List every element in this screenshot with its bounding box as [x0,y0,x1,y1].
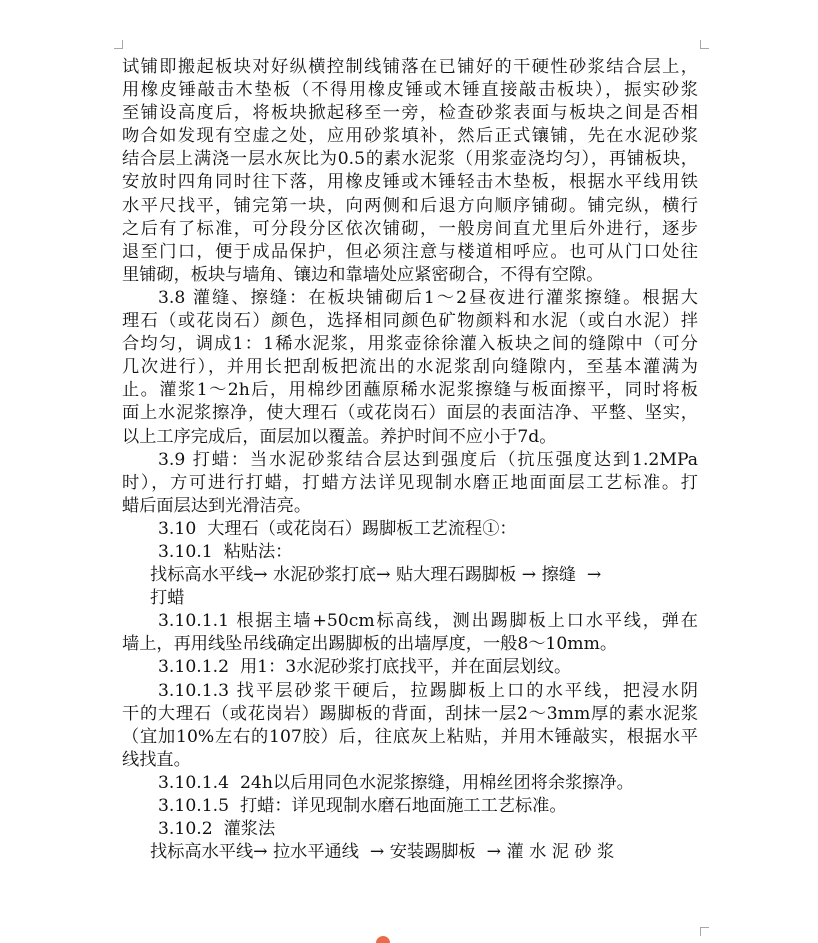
text-line: 墙上，再用线坠吊线确定出踢脚板的出墙厚度，一般8～10mm。 [122,634,618,655]
text-line: 3.10.1.3 找平层砂浆干硬后，拉踢脚板上口的水平线，把浸水阴 [158,680,698,701]
flow-grouting-method: 找标高水平线→ 拉水平通线 → 安装踢脚板 → 灌 水 泥 砂 浆 [150,842,615,863]
text-line: 合均匀，调成1：1稀水泥浆，用浆壶徐徐灌入板块之间的缝隙中（可分 [122,334,698,355]
paragraph-3-10-1-3 [122,680,698,772]
crop-mark-top-left [114,40,123,49]
paragraph-3-10-1-5: 3.10.1.5 打蜡：详见现制水磨石地面施工工艺标准。 [158,796,567,816]
text-line: 至铺设高度后，将板块掀起移至一旁，检查砂浆表面与板块之间是否相 [122,103,698,124]
text-line: 线找直。 [122,749,191,770]
crop-mark-bottom-right [700,927,709,936]
text-line: 蜡后面层达到光滑洁亮。 [122,495,312,516]
text-line: 以上工序完成后，面层加以覆盖。养护时间不应小于7d。 [122,426,557,447]
flow-paste-method [122,564,698,610]
text-line: 干的大理石（或花岗岩）踢脚板的背面，刮抹一层2～3mm厚的素水泥浆 [122,703,698,724]
document-body [122,56,698,864]
text-line: （宜加10%左右的107胶）后，往底灰上粘贴，并用木锤敲实，根据水平 [122,726,698,747]
text-line: 之后有了标准，可分段分区依次铺砌，一般房间直尤里后外进行，逐步 [122,218,698,239]
text-line: 安放时四角同时往下落，用橡皮锤或木锤轻击木垫板，根据水平线用铁 [122,172,698,193]
paragraph-3-10-1-2: 3.10.1.2 用1：3水泥砂浆打底找平，并在面层划纹。 [158,657,572,678]
text-line: 试铺即搬起板块对好纵横控制线铺落在已铺好的干硬性砂浆结合层上， [122,57,698,77]
paragraph-3-9 [122,449,698,518]
flow-line: 找标高水平线→ 水泥砂浆打底→ 贴大理石踢脚板 → 擦缝 → [150,565,602,586]
paragraph-3-10-1-1 [122,610,698,656]
paragraph-3-8 [122,287,698,449]
text-line: 3.9 打蜡：当水泥砂浆结合层达到强度后（抗压强度达到1.2MPa [158,449,698,470]
heading-3-10-2: 3.10.2 灌浆法 [158,819,276,840]
text-line: 止。灌浆1～2h后，用棉纱团蘸原稀水泥浆擦缝与板面擦平，同时将板 [122,380,698,401]
text-line: 面上水泥浆擦净，使大理石（或花岗石）面层的表面洁净、平整、坚实， [122,403,698,424]
text-line: 时），方可进行打蜡，打蜡方法详见现制水磨正地面面层工艺标准。打 [122,472,698,493]
text-line: 用橡皮锤敲击木垫板（不得用橡皮锤或木锤直接敲击板块），振实砂浆 [122,80,698,101]
heading-3-10: 3.10 大理石（或花岗石）踢脚板工艺流程①： [158,518,517,539]
paragraph-tiling [122,56,698,287]
text-line: 退至门口，便于成品保护，但必须注意与楼道相呼应。也可从门口处往 [122,241,698,262]
text-line: 3.8 灌缝、擦缝：在板块铺砌后1～2昼夜进行灌浆擦缝。根据大 [158,287,698,308]
text-line: 结合层上满浇一层水灰比为0.5的素水泥浆（用浆壶浇均匀），再铺板块， [122,149,698,170]
text-line: 理石（或花岗石）颜色，选择相同颜色矿物颜料和水泥（或白水泥）拌 [122,311,698,332]
crop-mark-top-right [700,40,709,49]
text-line: 里铺砌，板块与墙角、镶边和靠墙处应紧密砌合，不得有空隙。 [122,264,604,285]
flow-line: 打蜡 [150,588,185,609]
text-line: 吻合如发现有空虚之处，应用砂浆填补，然后正式镶铺，先在水泥砂浆 [122,126,698,147]
page-edge-mark [376,936,390,943]
heading-3-10-1: 3.10.1 粘贴法： [158,541,293,562]
paragraph-3-10-1-4: 3.10.1.4 24h以后用同色水泥浆擦缝，用棉丝团将余浆擦净。 [158,772,634,793]
text-line: 水平尺找平，铺完第一块，向两侧和后退方向顺序铺砌。铺完纵，横行 [122,195,698,216]
text-line: 几次进行），并用长把刮板把流出的水泥浆刮向缝隙内，至基本灌满为 [122,357,698,378]
text-line: 3.10.1.1 根据主墙+50cm标高线，测出踢脚板上口水平线，弹在 [158,611,698,632]
